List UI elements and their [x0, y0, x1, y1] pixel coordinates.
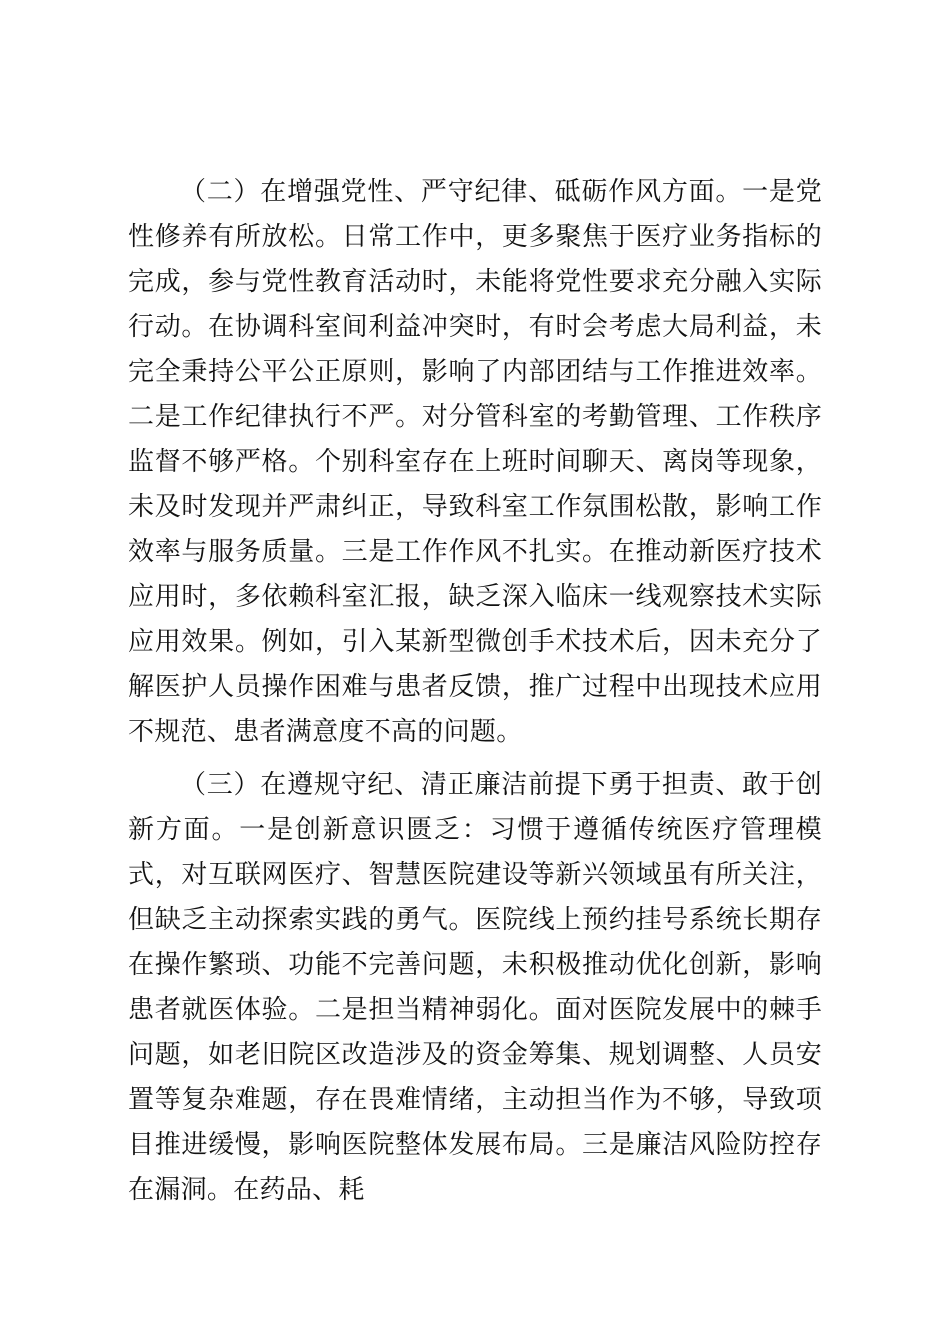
document-body — [128, 170, 822, 1221]
paragraph-section-three: （三）在遵规守纪、清正廉洁前提下勇于担责、敢于创新方面。一是创新意识匮乏：习惯于遵循传统医疗管理模式，对互联网医疗、智慧医院建设等新兴领域虽有所关注，但缺乏主动探索实践的勇气。医院线上预约挂号系统长期存在操作繁琐、功能不完善问题，未积极推动优化创新，影响患者就医体验。二是担当精神弱化。面对医院发展中的棘手问题，如老旧院区改造涉及的资金筹集、规划调整、人员安置等复杂难题，存在畏难情绪，主动担当作为不够，导致项目推进缓慢，影响医院整体发展布局。三是廉洁风险防控存在漏洞。在药品、耗 — [128, 770, 822, 1205]
paragraph-section-two: （二）在增强党性、严守纪律、砥砺作风方面。一是党性修养有所放松。日常工作中，更多聚焦于医疗业务指标的完成，参与党性教育活动时，未能将党性要求充分融入实际行动。在协调科室间利益冲突时，有时会考虑大局利益，未完全秉持公平公正原则，影响了内部团结与工作推进效率。二是工作纪律执行不严。对分管科室的考勤管理、工作秩序监督不够严格。个别科室存在上班时间聊天、离岗等现象，未及时发现并严肃纠正，导致科室工作氛围松散，影响工作效率与服务质量。三是工作作风不扎实。在推动新医疗技术应用时，多依赖科室汇报，缺乏深入临床一线观察技术实际应用效果。例如，引入某新型微创手术技术后，因未充分了解医护人员操作困难与患者反馈，推广过程中出现技术应用不规范、患者满意度不高的问题。 — [128, 177, 822, 747]
